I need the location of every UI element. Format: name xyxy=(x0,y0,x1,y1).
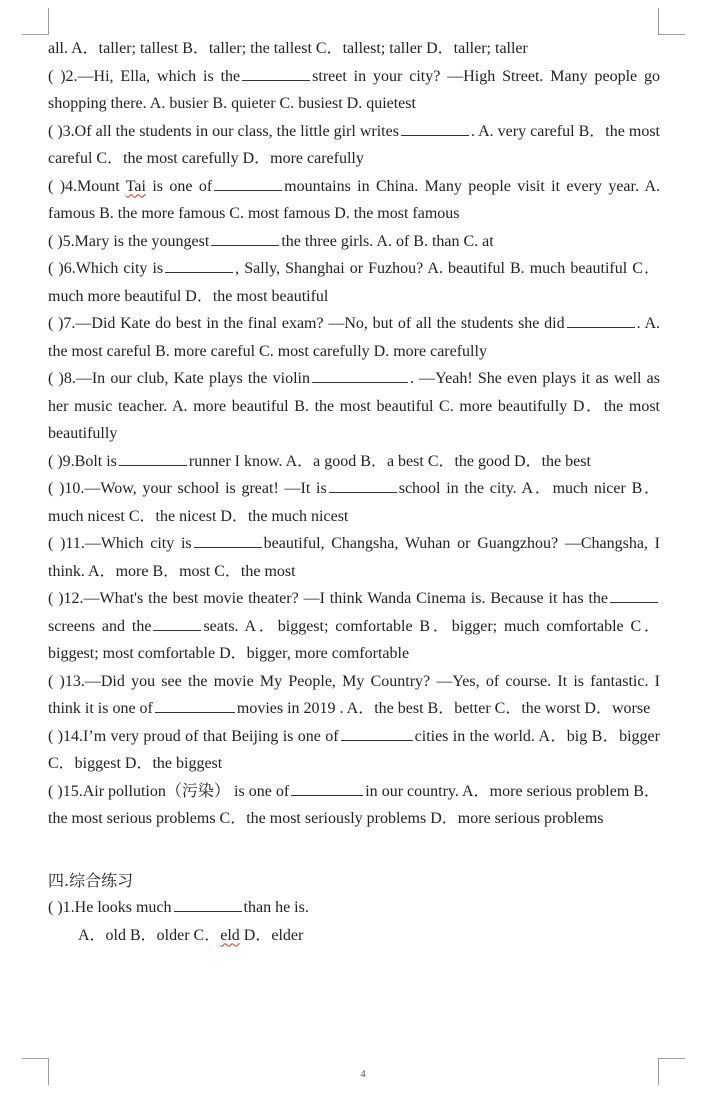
corner-mark-top-right xyxy=(658,8,685,35)
question-3: ( )3.Of all the students in our class, the little girl writes . A. very careful B．the most careful C．the most carefully D．more carefully xyxy=(48,118,660,173)
question-14: ( )14.I’m very proud of that Beijing is one of cities in the world. A．big B．bigger C．biggest D．the biggest xyxy=(48,723,660,778)
question-2: ( )2.—Hi, Ella, which is the street in your city? —High Street. Many people go shopping there. A. busier B. quieter C. busiest D. quietest xyxy=(48,63,660,118)
spelling-marked-word: Tai xyxy=(125,177,146,195)
answer-blank[interactable] xyxy=(329,477,397,493)
answer-blank[interactable] xyxy=(291,780,363,796)
answer-blank[interactable] xyxy=(567,312,635,328)
question-11: ( )11.—Which city is beautiful, Changsha, Wuhan or Guangzhou? —Changsha, I think. A．more B．most C．the most xyxy=(48,530,660,585)
answer-blank[interactable] xyxy=(194,532,262,548)
corner-mark-top-left xyxy=(22,8,49,35)
section-title: 四.综合练习 xyxy=(48,870,134,890)
question-9: ( )9.Bolt is runner I know. A．a good B．a best C．the good D．the best xyxy=(48,448,660,476)
answer-blank[interactable] xyxy=(242,65,310,81)
answer-blank[interactable] xyxy=(155,697,235,713)
page-number: 4 xyxy=(360,1068,366,1080)
section4-question-1-options: A．old B．older C．eld D．elder xyxy=(78,926,304,944)
answer-blank[interactable] xyxy=(165,257,233,273)
question-8: ( )8.—In our club, Kate plays the violin . —Yeah! She even plays it as well as her music teacher. A. more beautiful B. the most beautiful C. more beautifully D．the most beautifully xyxy=(48,365,660,448)
answer-blank[interactable] xyxy=(119,450,187,466)
question-13: ( )13.—Did you see the movie My People, My Country? —Yes, of course. It is fantastic. I think it is one of movies in 2019 . A．the best B．better C．the worst D．worse xyxy=(48,672,660,717)
section4-question-1: ( )1.He looks much than he is. xyxy=(48,894,660,922)
question-4: ( )4.Mount Tai is one of mountains in China. Many people visit it every year. A. famous B. the more famous C. most famous D. the most famous xyxy=(48,173,660,228)
question-6: ( )6.Which city is , Sally, Shanghai or Fuzhou? A. beautiful B. much beautiful C．much more beautiful D．the most beautiful xyxy=(48,255,660,310)
question-15: ( )15.Air pollution（污染） is one of in our country. A．more serious problem B．the most serious problems C．the most seriously problems D．more serious problems xyxy=(48,778,660,833)
answer-blank[interactable] xyxy=(341,725,413,741)
question-12: ( )12.—What's the best movie theater? —I think Wanda Cinema is. Because it has thescreens and the seats. A．biggest; comfortable B．bigger; much comfortable C．biggest; most comfortable D．bigger, more comfortable xyxy=(48,585,660,668)
question-5: ( )5.Mary is the youngest the three girls. A. of B. than C. at xyxy=(48,228,660,256)
question-10: ( )10.—Wow, your school is great! —It is school in the city. A．much nicer B．much nicest C．the nicest D．the much nicest xyxy=(48,475,660,530)
answer-blank[interactable] xyxy=(211,230,279,246)
question-1-tail: all. A．taller; tallest B．taller; the tallest C．tallest; taller D．taller; taller xyxy=(48,40,528,57)
question-7: ( )7.—Did Kate do best in the final exam? —No, but of all the students she did . A. the most careful B. more careful C. most carefully D. more carefully xyxy=(48,310,660,365)
answer-blank[interactable] xyxy=(610,587,658,603)
spelling-marked-word: eld xyxy=(220,926,240,944)
answer-blank[interactable] xyxy=(153,615,201,631)
answer-blank[interactable] xyxy=(312,367,408,383)
answer-blank[interactable] xyxy=(174,896,242,912)
document-body xyxy=(48,35,660,949)
answer-blank[interactable] xyxy=(214,175,282,191)
answer-blank[interactable] xyxy=(401,120,469,136)
